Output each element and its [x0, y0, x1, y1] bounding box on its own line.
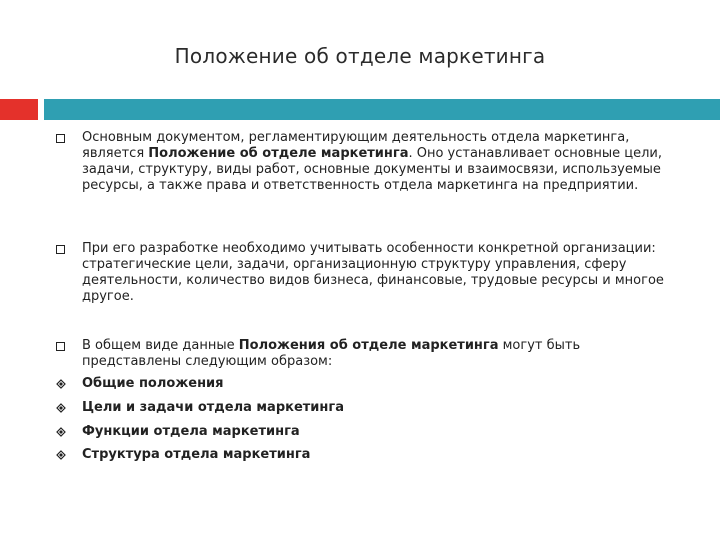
paragraph-3: [82, 338, 682, 370]
diamond-bullet-icon: [56, 450, 66, 460]
sub-item-4: Структура отдела маркетинга: [82, 447, 311, 462]
square-bullet-icon: [56, 342, 65, 351]
sub-item-1: Общие положения: [82, 376, 224, 391]
diamond-bullet-icon: [56, 379, 66, 389]
paragraph-3-post: могут быть представлены следующим образом:: [82, 338, 581, 369]
paragraph-1-bold: Положение об отделе маркетинга: [148, 146, 409, 161]
diamond-bullet-icon: [56, 427, 66, 437]
paragraph-2: При его разработке необходимо учитывать особенности конкретной организации: стратегические цели, задачи, организационную структуру управления, сферу деятельности, количество видов бизнеса, финансовые, трудовые ресурсы и многое другое.: [82, 241, 664, 304]
sub-item-3: Функции отдела маркетинга: [82, 424, 300, 439]
sub-item-2: Цели и задачи отдела маркетинга: [82, 400, 344, 415]
paragraph-3-pre: В общем виде данные: [82, 338, 239, 353]
diamond-bullet-icon: [56, 403, 66, 413]
square-bullet-icon: [56, 245, 65, 254]
square-bullet-icon: [56, 134, 65, 143]
paragraph-3-bold: Положения об отделе маркетинга: [238, 338, 499, 353]
paragraph-1-pre: Основным документом, регламентирующим деятельность отдела маркетинга, является: [82, 130, 630, 161]
paragraph-1: [82, 130, 682, 194]
paragraph-1-post: . Оно устанавливает основные цели, задачи, структуру, виды работ, основные документы и взаимосвязи, используемые ресурсы, а также права и ответственность отдела маркетинга на предприятии.: [82, 146, 662, 193]
slide-title: Положение об отделе маркетинга: [174, 44, 546, 68]
